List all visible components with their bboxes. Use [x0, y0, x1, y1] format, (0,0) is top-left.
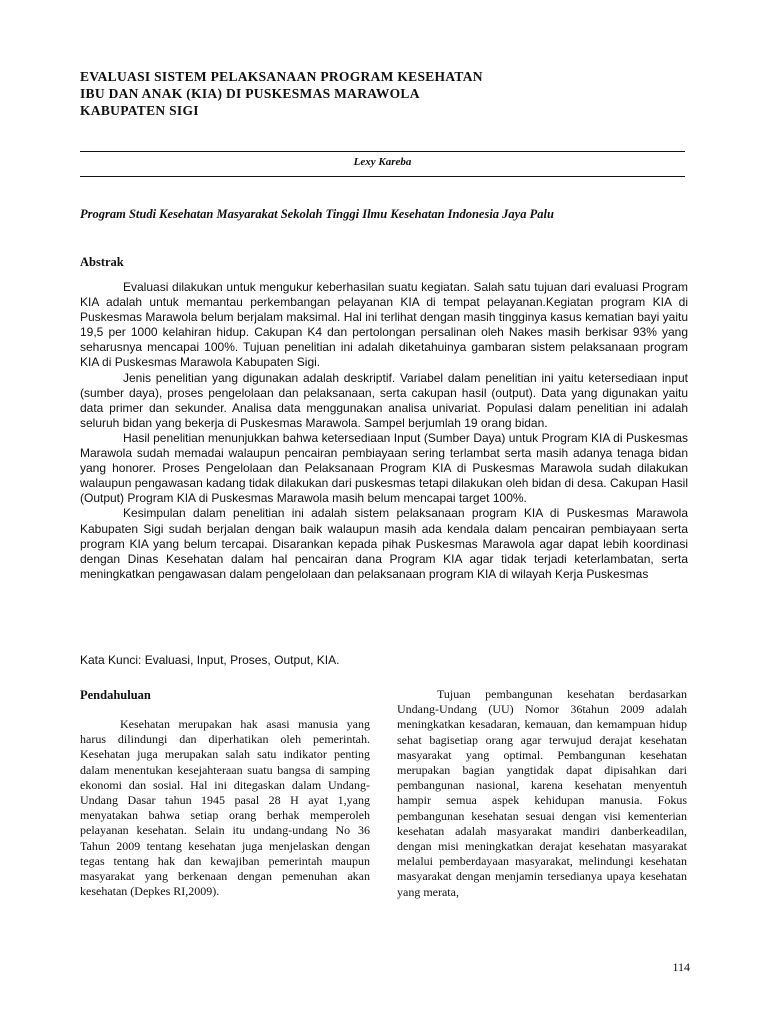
- keywords: Kata Kunci: Evaluasi, Input, Proses, Output, KIA.: [80, 653, 340, 667]
- page-number: 114: [672, 960, 690, 974]
- paper-title: [80, 68, 580, 119]
- affiliation: Program Studi Kesehatan Masyarakat Sekolah Tinggi Ilmu Kesehatan Indonesia Jaya Palu: [80, 207, 554, 221]
- top-rule: [80, 151, 685, 152]
- body-paragraph: Kesehatan merupakan hak asasi manusia yang harus dilindungi dan diperhatikan oleh pemerintah. Kesehatan juga merupakan salah satu indikator penting dalam menentukan kesejahteraan suatu bangsa di samping ekonomi dan sosial. Hal ini ditegaskan dalam Undang-Undang Dasar tahun 1945 pasal 28 H ayat 1,yang menyatakan bahwa setiap orang berhak memperoleh pelayanan kesehatan. Selain itu undang-undang No 36 Tahun 2009 tentang kesehatan juga menjelaskan dengan tegas tentang hak dan kewajiban pemerintah maupun masyarakat yang berkenaan dengan pemenuhan akan kesehatan (Depkes RI,2009).: [80, 717, 370, 899]
- abstract-paragraph: Kesimpulan dalam penelitian ini adalah sistem pelaksanaan program KIA di Puskesmas Marawola Kabupaten Sigi sudah berjalan dengan baik walaupun masih ada kendala dalam pencairan pembiayaan serta program KIA yang belum tercapai. Disarankan kepada pihak Puskesmas Marawola agar dapat lebih koordinasi dengan Dinas Kesehatan dalam hal pencairan dana Program KIA agar tidak terjadi keterlambatan, serta meningkatkan pengawasan dalam pengelolaan dan pelaksanaan program KIA di wilayah Kerja Puskesmas: [80, 506, 688, 581]
- title-line: EVALUASI SISTEM PELAKSANAAN PROGRAM KESEHATAN: [80, 69, 483, 84]
- author-name: Lexy Kareba: [353, 156, 412, 168]
- abstract-paragraph: Hasil penelitian menunjukkan bahwa ketersediaan Input (Sumber Daya) untuk Program KIA di Puskesmas Marawola sudah memadai walaupun pencairan pembiayaan sering terlambat serta masih adanya tenaga bidan yang honorer. Proses Pengelolaan dan Pelaksanaan Program KIA di Puskesmas Marawola sudah dilakukan walaupun pengawasan kadang tidak dilakukan dari puskesmas tetapi dilakukan oleh bidan di desa. Cakupan Hasil (Output) Program KIA di Puskesmas Marawola masih belum mencapai target 100%.: [80, 430, 688, 506]
- title-line: IBU DAN ANAK (KIA) DI PUSKESMAS MARAWOLA: [80, 86, 420, 101]
- right-column: [397, 687, 687, 900]
- section-heading: Pendahuluan: [80, 688, 151, 702]
- abstract-paragraph: Jenis penelitian yang digunakan adalah deskriptif. Variabel dalam penelitian ini yaitu ketersediaan input (sumber daya), proses pengelolaan dan pelaksanaan, serta cakupan hasil (output). Data yang digunakan yaitu data primer dan sekunder. Analisa data menggunakan analisa univariat. Populasi dalam penelitian ini adalah seluruh bidan yang bekerja di Puskesmas Marawola. Sampel berjumlah 19 orang bidan.: [80, 370, 688, 430]
- abstract-heading: Abstrak: [80, 255, 124, 269]
- abstract-body: [80, 280, 688, 582]
- abstract-paragraph: Evaluasi dilakukan untuk mengukur keberhasilan suatu kegiatan. Salah satu tujuan dari evaluasi Program KIA adalah untuk memantau perkembangan pelayanan KIA di tempat pelayanan.Kegiatan program KIA di Puskesmas Marawola belum berjalam maksimal. Hal ini terlihat dengan masih tingginya kasus kematian bayi yaitu 19,5 per 1000 kelahiran hidup. Cakupan K4 dan pertolongan persalinan oleh Nakes masih berkisar 93% yang seharusnya mencapai 100%. Tujuan penelitian ini adalah diketahuinya gambaran sistem pelaksanaan program KIA di Puskesmas Marawola Kabupaten Sigi.: [80, 280, 688, 370]
- title-line: KABUPATEN SIGI: [80, 103, 199, 118]
- body-paragraph: Tujuan pembangunan kesehatan berdasarkan Undang-Undang (UU) Nomor 36tahun 2009 adalah meningkatkan kesadaran, kemauan, dan kemampuan hidup sehat bagisetiap orang agar terwujud derajat kesehatan masyarakat yang optimal. Pembangunan kesehatan merupakan bagian yangtidak dapat dipisahkan dari pembangunan nasional, karena kesehatan menyentuh hampir semua aspek kehidupan manusia. Fokus pembangunan kesehatan sesuai dengan visi kementerian kesehatan adalah masyarakat mandiri danberkeadilan, dengan misi meningkatkan derajat kesehatan masyarakat melalui pemberdayaan masyarakat, melindungi kesehatan masyarakat dengan menjamin tersedianya upaya kesehatan yang merata,: [397, 687, 687, 899]
- bottom-rule: [80, 176, 685, 177]
- left-column: [80, 687, 370, 899]
